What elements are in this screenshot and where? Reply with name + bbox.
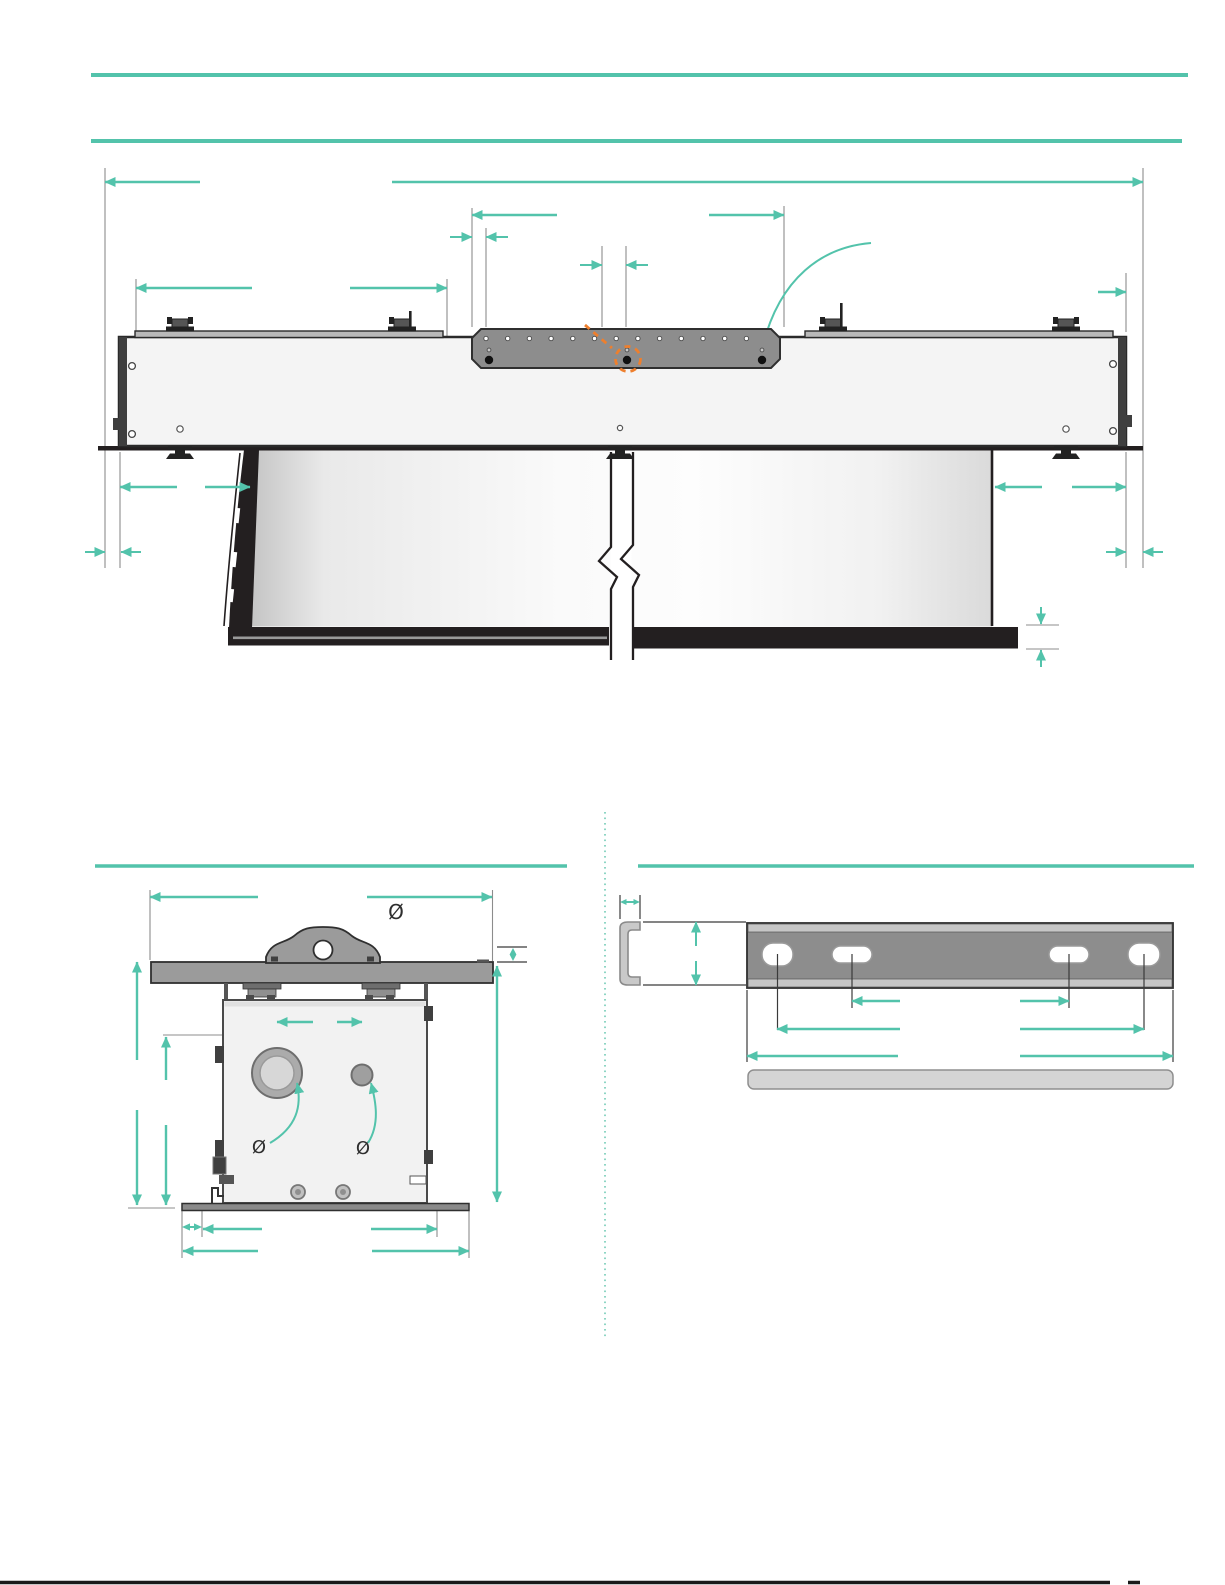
small-hole-diameter-symbol: Ø xyxy=(355,1138,371,1159)
eyelet-hole xyxy=(314,941,333,960)
leveling-foot xyxy=(1052,447,1080,460)
left-side-nub xyxy=(113,418,119,430)
mounting-clamp xyxy=(1052,317,1080,332)
bottom-weight-bar-right xyxy=(633,627,1018,649)
face-hole-right xyxy=(1063,426,1069,432)
right-end-cap xyxy=(1118,337,1126,446)
mounting-clamps xyxy=(166,303,1080,332)
flange-diameter-symbol: Ø xyxy=(388,900,404,924)
left-end-cap xyxy=(119,337,127,446)
hanging-eyelet-bracket xyxy=(266,927,380,963)
dimension-plate-thickness xyxy=(510,948,517,961)
weight-bar-stripe xyxy=(233,637,607,640)
clamp-pin xyxy=(409,311,412,327)
case-end-body xyxy=(223,1000,427,1203)
bracket-channel-profile xyxy=(620,895,746,985)
dimension-channel-depth xyxy=(620,899,640,905)
wall-bracket-front-view xyxy=(747,923,1173,988)
bottom-weight-bar-left xyxy=(228,627,609,646)
face-hole-left xyxy=(177,426,183,432)
bracket-leader-arrow xyxy=(763,243,871,345)
cable-entry-hole-small xyxy=(352,1065,373,1086)
ceiling-trim-plate xyxy=(151,962,493,983)
dimension-bar-thickness xyxy=(1026,607,1059,667)
side-elevation-drawing xyxy=(85,168,1163,667)
case-top-shading xyxy=(225,1002,426,1007)
leveling-foot xyxy=(166,447,194,460)
center-mounting-bracket xyxy=(472,329,780,368)
dimension-plate-lip xyxy=(182,1223,202,1230)
ceiling-trim-left xyxy=(135,331,443,338)
face-hole-center xyxy=(617,425,622,430)
plate-end-tab xyxy=(477,960,489,963)
clamp-pin xyxy=(840,303,843,327)
plate-clamp-hardware xyxy=(224,983,428,1000)
bottom-trim-plate xyxy=(182,1204,469,1211)
bracket-spacer-bar xyxy=(748,1070,1173,1089)
wall-bracket-drawing xyxy=(620,866,1194,1089)
end-view-drawing xyxy=(95,866,567,1258)
ceiling-trim-right xyxy=(805,331,1113,338)
mounting-clamp xyxy=(819,303,847,332)
mounting-clamp xyxy=(388,311,416,332)
mounting-clamp xyxy=(166,317,194,332)
right-side-nub xyxy=(1126,415,1132,427)
large-hole-diameter-symbol: Ø xyxy=(251,1137,267,1158)
cable-entry-hole-large xyxy=(252,1048,302,1098)
